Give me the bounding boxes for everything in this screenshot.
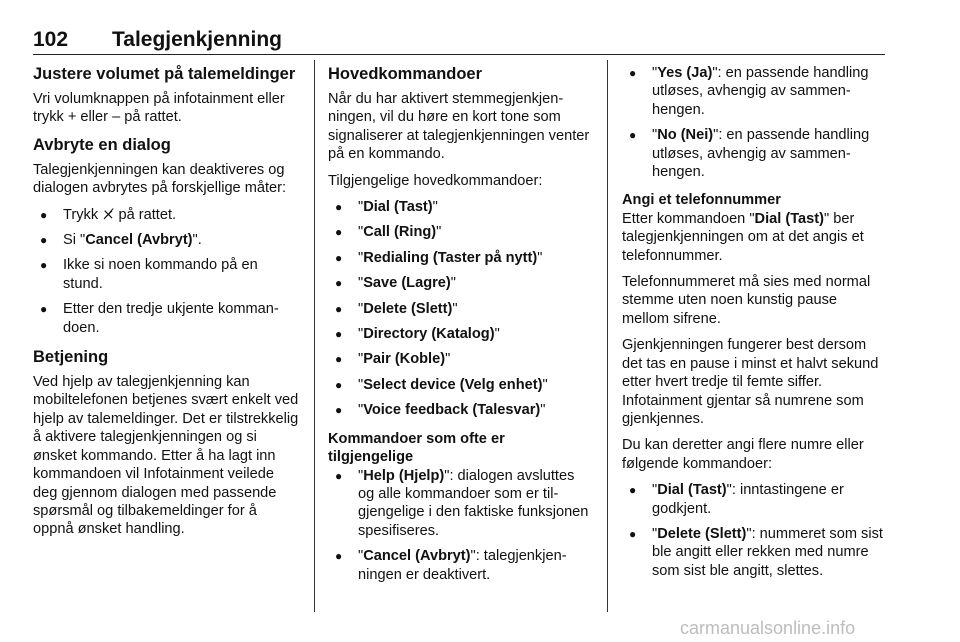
bullet-icon: ● (335, 403, 343, 418)
bullet-icon: ● (335, 468, 343, 483)
list-item: ● Si "Cancel (Avbryt)". (40, 232, 202, 249)
list-item: ● "Cancel (Avbryt)": talegjenkjenningen er deaktivert. (335, 548, 567, 583)
column-1 (33, 64, 299, 547)
bullet-icon: ● (629, 66, 637, 80)
bullet-icon: ● (335, 276, 343, 291)
section-title-main-commands: Hovedkommandoer (328, 65, 483, 83)
bullet-icon: ● (335, 327, 343, 342)
main-commands-lead: Tilgjengelige hovedkommandoer: (328, 172, 543, 189)
number-commands-list (622, 481, 886, 580)
bullet-icon: ● (629, 526, 637, 541)
page-header (33, 28, 885, 56)
column-2 (328, 64, 590, 594)
list-item: ● "Yes (Ja)": en passende handling utløses, avhengig av sammenhengen. (629, 65, 869, 118)
list-item: ● "Help (Hjelp)": dialogen avsluttes og alle kommandoer som er tilgjengelige i den faktiske funksjonen spesifiseres. (335, 467, 589, 539)
section-title-frequent-commands: Kommandoer som ofte er tilgjengelige (328, 430, 505, 466)
section-title-operation: Betjening (33, 348, 109, 367)
header-rule (33, 54, 885, 55)
list-item: ● "Redialing (Taster på nytt)" (335, 249, 543, 266)
bullet-icon: ● (335, 225, 343, 240)
list-item: ● "No (Nei)": en passende handling utløses, avhengig av sammenhengen. (629, 127, 870, 181)
list-item: ● "Save (Lagre)" (335, 275, 456, 292)
list-item: ● "Delete (Slett)" (335, 300, 458, 317)
section-title-enter-number: Angi et telefonnummer (622, 192, 781, 209)
list-item: ● Etter den tredje ukjente kommandoen. (40, 301, 279, 336)
main-commands-list (328, 198, 590, 420)
list-item: ● Ikke si noen kommando på en stund. (40, 257, 258, 292)
page-number: 102 (33, 28, 69, 51)
watermark: carmanualsonline.info (680, 618, 856, 638)
enter-number-paragraph-3: Gjenkjenningen fungerer best dersom det tas en pause i minst et halvt sekund etter hvert tredje til femte siffer. Infotainment gjentar så numrene som gjenkjennes. (622, 337, 879, 427)
bullet-icon: ● (335, 352, 343, 367)
cancel-methods-list (33, 206, 299, 337)
section-title-cancel-dialog: Avbryte en dialog (33, 135, 171, 154)
column-3 (622, 64, 886, 590)
bullet-icon: ● (335, 549, 343, 564)
bullet-icon: ● (40, 233, 48, 248)
bullet-icon: ● (335, 250, 343, 265)
column-divider-1 (314, 60, 315, 612)
bullet-icon: ● (40, 302, 48, 317)
main-commands-intro: Når du har aktivert stemmegjenkjenningen, vil du høre en kort tone som signaliserer at talegjenkjenningen venter på en kommando. (328, 91, 590, 163)
operation-paragraph: Ved hjelp av talegjenkjenning kan mobiltelefonen betjenes svært enkelt ved hjelp av talemeldinger. Det er tilstrekkelig å aktivere talegjenkjenningen og si ønsket kommando. Etter å ha lagt inn kommandoen vil Infotainment veilede deg gjennom dialogen med passende spørsmål og tilbakemeldinger for å oppnå ønsket handling. (33, 374, 299, 538)
enter-number-paragraph-1: Etter kommandoen "Dial (Tast)" ber talegjenkjenningen om at det angis et telefonnummer. (622, 210, 864, 264)
enter-number-paragraph-2: Telefonnummeret må sies med normal stemme uten noen kunstig pause mellom sifrene. (622, 274, 871, 327)
bullet-icon: ● (40, 258, 48, 273)
bullet-icon: ● (629, 128, 637, 143)
section-title-volume: Justere volumet på talemeldinger (33, 65, 296, 83)
enter-number-paragraph-4: Du kan deretter angi flere numre eller følgende kommandoer: (622, 437, 864, 472)
list-item: ● "Voice feedback (Talesvar)" (335, 402, 546, 419)
bullet-icon: ● (40, 207, 48, 222)
volume-paragraph: Vri volumknappen på infotainment eller trykk + eller – på rattet. (33, 91, 285, 126)
yes-no-list (622, 64, 886, 181)
page-title: Talegjenkjenning (112, 28, 282, 51)
bullet-icon: ● (335, 301, 343, 316)
cancel-dialog-paragraph: Talegjenkjenningen kan deaktiveres og dialogen avbrytes på forskjellige måter: (33, 161, 287, 197)
list-item: ● "Dial (Tast)" (335, 199, 438, 216)
frequent-commands-list (328, 467, 590, 584)
list-item: ● "Pair (Koble)" (335, 351, 451, 368)
list-item: ● "Dial (Tast)": inntastingene er godkjent. (629, 482, 844, 517)
list-item: ● "Call (Ring)" (335, 224, 442, 241)
voice-off-icon: ⨯̸ (102, 206, 115, 223)
bullet-icon: ● (335, 377, 343, 392)
bullet-icon: ● (629, 483, 637, 498)
list-item: ● Trykk ⨯̸ på rattet. (40, 206, 177, 223)
list-item: ● "Delete (Slett)": nummeret som sist ble angitt eller rekken med numre som sist ble angitt, slettes. (629, 525, 883, 579)
list-item: ● "Select device (Velg enhet)" (335, 376, 548, 393)
column-divider-2 (607, 60, 608, 612)
list-item: ● "Directory (Katalog)" (335, 326, 500, 343)
bullet-icon: ● (335, 200, 343, 215)
